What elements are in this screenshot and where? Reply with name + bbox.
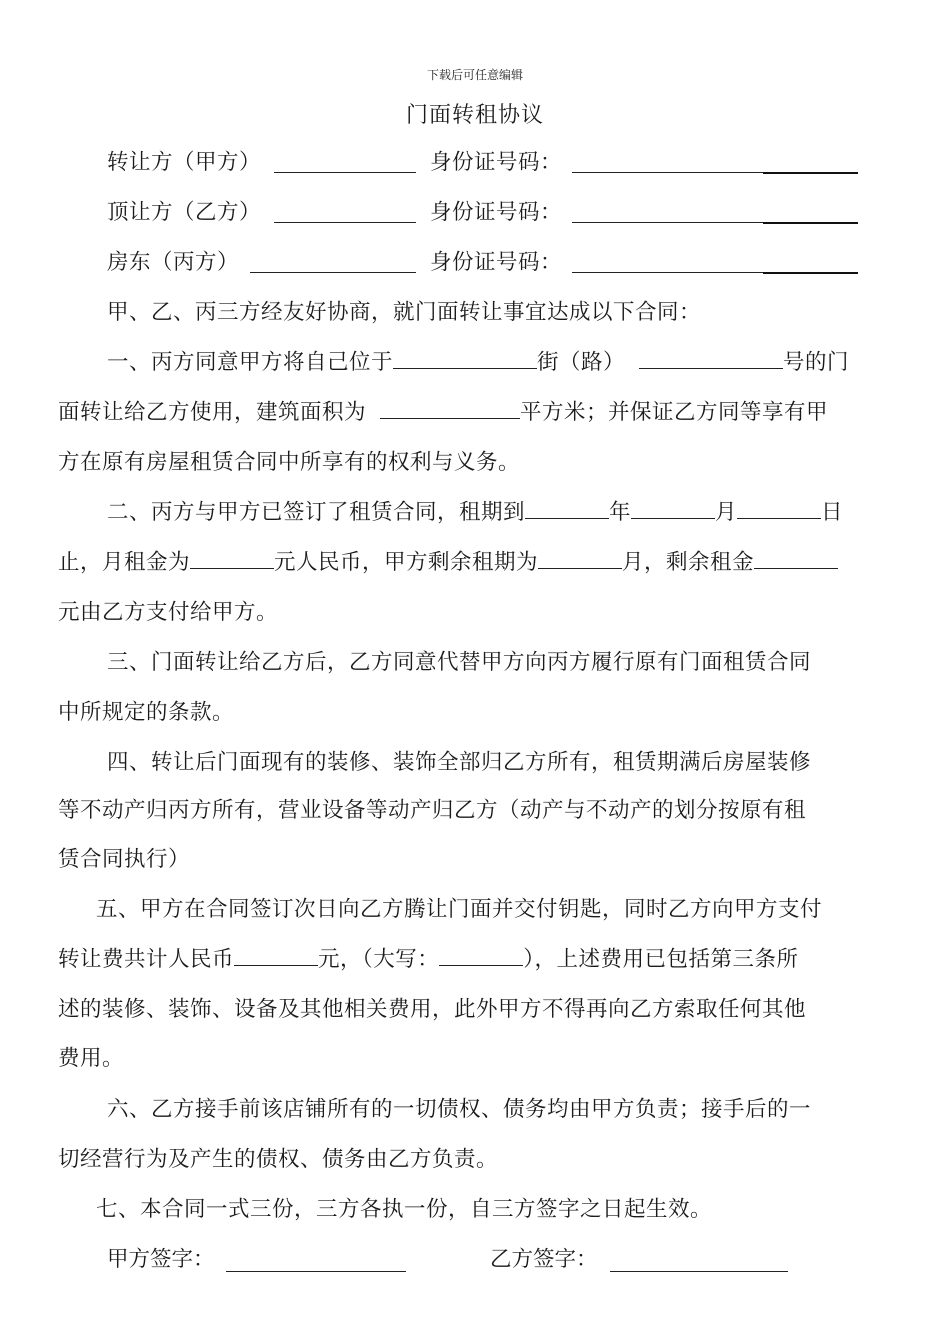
clause1-text-b: 街（路） bbox=[537, 350, 626, 375]
clause4-line1: 四、转让后门面现有的装修、装饰全部归乙方所有，租赁期满后房屋装修 bbox=[107, 750, 812, 775]
clause1-line3: 方在原有房屋租赁合同中所享有的权利与义务。 bbox=[58, 450, 521, 475]
clause5-line3: 述的装修、装饰、设备及其他相关费用，此外甲方不得再向乙方索取任何其他 bbox=[58, 997, 807, 1022]
party-a-id-label: 身份证号码： bbox=[430, 150, 563, 175]
clause5-line2 bbox=[58, 945, 888, 975]
clause2-text-a: 二、丙方与甲方已签订了租赁合同，租期到 bbox=[107, 500, 526, 525]
clause1-text-a: 一、丙方同意甲方将自己位于 bbox=[107, 350, 394, 375]
clause2-text-c: 月 bbox=[715, 500, 738, 525]
clause2-remaining-term-field[interactable] bbox=[538, 548, 622, 569]
clause2-text-e: 止，月租金为 bbox=[58, 550, 191, 575]
party-c-name-field[interactable] bbox=[250, 248, 416, 273]
clause7-line: 七、本合同一式三份，三方各执一份，自三方签字之日起生效。 bbox=[96, 1197, 713, 1222]
header-note: 下载后可任意编辑 bbox=[426, 68, 523, 82]
clause2-text-g: 月，剩余租金 bbox=[622, 550, 755, 575]
party-c-label: 房东（丙方） bbox=[107, 250, 240, 275]
clause1-text-e: 平方米；并保证乙方同等享有甲 bbox=[520, 400, 829, 425]
party-a-signature-field[interactable] bbox=[226, 1247, 406, 1272]
clause2-text-b: 年 bbox=[609, 500, 632, 525]
clause2-line3: 元由乙方支付给甲方。 bbox=[58, 600, 279, 625]
party-b-label: 顶让方（乙方） bbox=[107, 200, 262, 225]
clause2-month-field[interactable] bbox=[631, 498, 715, 519]
clause1-text-d: 面转让给乙方使用，建筑面积为 bbox=[58, 400, 367, 425]
clause2-remaining-rent-field[interactable] bbox=[754, 548, 838, 569]
clause1-number-field[interactable] bbox=[639, 348, 783, 369]
clause1-street-field[interactable] bbox=[393, 348, 537, 369]
clause5-text-c: ），上述费用已包括第三条所 bbox=[523, 947, 799, 972]
clause1-line1 bbox=[107, 348, 937, 378]
clause6-line2: 切经营行为及产生的债权、债务由乙方负责。 bbox=[58, 1147, 499, 1172]
clause2-day-field[interactable] bbox=[737, 498, 821, 519]
party-b-id-field[interactable] bbox=[572, 198, 858, 223]
clause5-line1: 五、甲方在合同签订次日向乙方腾让门面并交付钥匙，同时乙方向甲方支付 bbox=[96, 897, 823, 922]
party-a-name-field[interactable] bbox=[274, 148, 416, 173]
party-b-signature-field[interactable] bbox=[610, 1247, 788, 1272]
clause4-line2: 等不动产归丙方所有，营业设备等动产归乙方（动产与不动产的划分按原有租 bbox=[58, 798, 807, 823]
clause2-rent-field[interactable] bbox=[190, 548, 274, 569]
clause6-line1: 六、乙方接手前该店铺所有的一切债权、债务均由甲方负责；接手后的一 bbox=[107, 1097, 812, 1122]
clause5-amount-words-field[interactable] bbox=[439, 945, 523, 966]
clause1-text-c: 号的门 bbox=[783, 350, 850, 375]
party-c-id-field[interactable] bbox=[572, 248, 858, 273]
party-b-signature-label: 乙方签字： bbox=[490, 1247, 598, 1272]
clause5-text-b: 元，（大写： bbox=[318, 947, 440, 972]
party-c-id-label: 身份证号码： bbox=[430, 250, 563, 275]
party-b-id-label: 身份证号码： bbox=[430, 200, 563, 225]
document-title: 门面转租协议 bbox=[405, 103, 544, 128]
party-a-signature-label: 甲方签字： bbox=[107, 1247, 215, 1272]
party-a-label: 转让方（甲方） bbox=[107, 150, 262, 175]
clause5-text-a: 转让费共计人民币 bbox=[58, 947, 235, 972]
clause3-line1: 三、门面转让给乙方后，乙方同意代替甲方向丙方履行原有门面租赁合同 bbox=[107, 650, 812, 675]
clause1-area-field[interactable] bbox=[380, 398, 520, 419]
party-a-id-field[interactable] bbox=[572, 148, 858, 173]
clause2-line2 bbox=[58, 548, 888, 578]
clause3-line2: 中所规定的条款。 bbox=[58, 700, 235, 725]
clause1-line2 bbox=[58, 398, 888, 428]
clause2-text-f: 元人民币，甲方剩余租期为 bbox=[274, 550, 539, 575]
clause5-line4: 费用。 bbox=[58, 1046, 125, 1071]
clause2-text-d: 日 bbox=[821, 500, 844, 525]
clause5-amount-field[interactable] bbox=[234, 945, 318, 966]
clause4-line3: 赁合同执行） bbox=[58, 847, 191, 872]
party-b-name-field[interactable] bbox=[274, 198, 416, 223]
clause2-year-field[interactable] bbox=[525, 498, 609, 519]
intro-paragraph: 甲、乙、丙三方经友好协商，就门面转让事宜达成以下合同： bbox=[107, 300, 702, 325]
clause2-line1 bbox=[107, 498, 937, 528]
